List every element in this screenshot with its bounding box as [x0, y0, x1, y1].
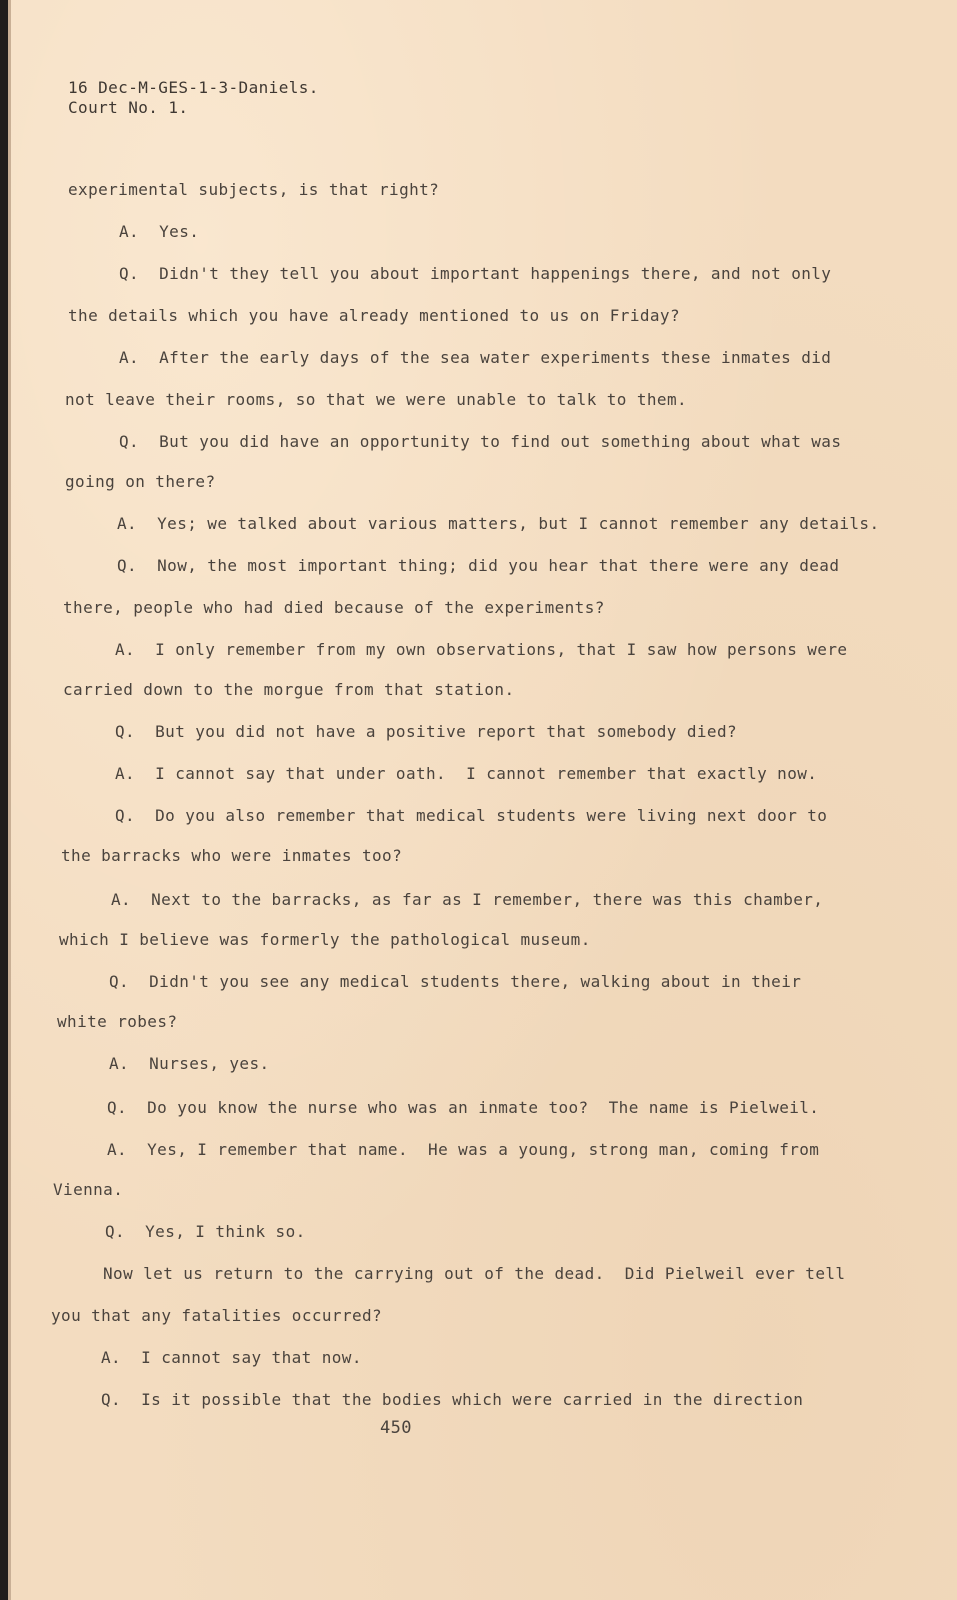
- text-line: Q. Didn't you see any medical students there, walking about in their: [109, 972, 802, 991]
- text-line: A. Next to the barracks, as far as I remember, there was this chamber,: [111, 890, 824, 909]
- text-line: Q. But you did not have a positive report that somebody died?: [115, 722, 738, 741]
- header-court: Court No. 1.: [68, 98, 189, 117]
- text-line: white robes?: [57, 1012, 178, 1031]
- text-line: you that any fatalities occurred?: [51, 1306, 383, 1325]
- text-line: carried down to the morgue from that station.: [63, 680, 515, 699]
- text-line: the details which you have already mentioned to us on Friday?: [68, 306, 681, 325]
- text-line: A. Yes, I remember that name. He was a young, strong man, coming from: [107, 1140, 820, 1159]
- text-line: Q. But you did have an opportunity to find out something about what was: [119, 432, 842, 451]
- text-line: A. After the early days of the sea water experiments these inmates did: [119, 348, 832, 367]
- text-line: going on there?: [65, 472, 216, 491]
- text-line: the barracks who were inmates too?: [61, 846, 403, 865]
- text-line: A. I only remember from my own observations, that I saw how persons were: [115, 640, 848, 659]
- text-line: Q. Didn't they tell you about important happenings there, and not only: [119, 264, 832, 283]
- text-line: Q. Now, the most important thing; did you hear that there were any dead: [117, 556, 840, 575]
- text-line: experimental subjects, is that right?: [68, 180, 440, 199]
- text-line: Vienna.: [53, 1180, 124, 1199]
- document-page: [8, 0, 957, 1600]
- text-line: Now let us return to the carrying out of the dead. Did Pielweil ever tell: [103, 1264, 846, 1283]
- text-line: A. Nurses, yes.: [109, 1054, 270, 1073]
- text-line: there, people who had died because of the experiments?: [63, 598, 605, 617]
- text-line: Q. Do you know the nurse who was an inmate too? The name is Pielweil.: [107, 1098, 820, 1117]
- text-line: A. I cannot say that under oath. I cannot remember that exactly now.: [115, 764, 818, 783]
- text-line: Q. Do you also remember that medical students were living next door to: [115, 806, 828, 825]
- text-line: A. Yes; we talked about various matters, but I cannot remember any details.: [117, 514, 880, 533]
- text-line: which I believe was formerly the pathological museum.: [59, 930, 591, 949]
- text-line: Q. Yes, I think so.: [105, 1222, 306, 1241]
- header-docket: 16 Dec-M-GES-1-3-Daniels.: [68, 78, 319, 97]
- text-line: Q. Is it possible that the bodies which were carried in the direction: [101, 1390, 804, 1409]
- text-line: not leave their rooms, so that we were unable to talk to them.: [65, 390, 688, 409]
- page-number: 450: [380, 1418, 412, 1438]
- text-line: A. Yes.: [119, 222, 200, 241]
- text-line: A. I cannot say that now.: [101, 1348, 362, 1367]
